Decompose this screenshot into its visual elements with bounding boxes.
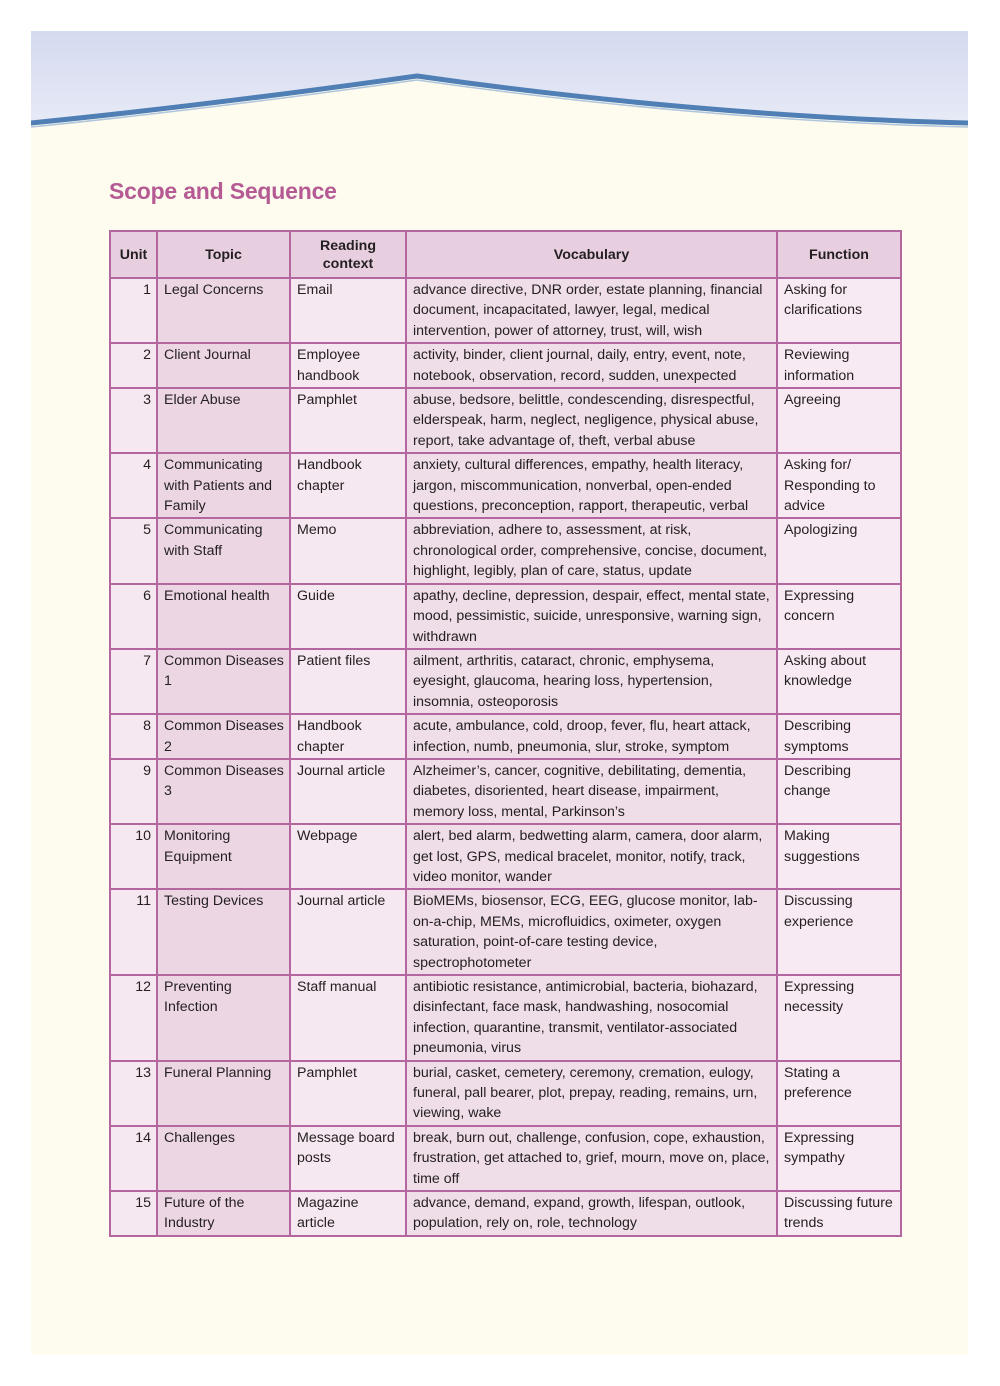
unit-cell: 6 — [110, 584, 157, 649]
reading-context-cell: Patient files — [290, 649, 406, 714]
table-row — [110, 1126, 901, 1191]
vocabulary-cell: abbreviation, adhere to, assessment, at risk, chronological order, comprehensive, concise, document, highlight, legibly, plan of care, status, update — [406, 518, 777, 583]
function-cell: Asking about knowledge — [777, 649, 901, 714]
unit-cell: 1 — [110, 278, 157, 343]
function-cell: Asking for/ Responding to advice — [777, 453, 901, 518]
table-row — [110, 518, 901, 583]
header-function: Function — [777, 231, 901, 278]
page-title: Scope and Sequence — [109, 178, 337, 204]
reading-context-cell: Pamphlet — [290, 388, 406, 453]
table-row — [110, 975, 901, 1061]
unit-cell: 4 — [110, 453, 157, 518]
unit-cell: 8 — [110, 714, 157, 759]
vocabulary-cell: alert, bed alarm, bedwetting alarm, camera, door alarm, get lost, GPS, medical bracelet, monitor, notify, track, video monitor, wander — [406, 824, 777, 889]
header-topic: Topic — [157, 231, 290, 278]
unit-cell: 14 — [110, 1126, 157, 1191]
table-row — [110, 388, 901, 453]
table-row — [110, 453, 901, 518]
topic-cell: Elder Abuse — [157, 388, 290, 453]
reading-context-cell: Memo — [290, 518, 406, 583]
function-cell: Expressing necessity — [777, 975, 901, 1061]
topic-cell: Common Diseases 3 — [157, 759, 290, 824]
table-row — [110, 343, 901, 388]
topic-cell: Challenges — [157, 1126, 290, 1191]
vocabulary-cell: break, burn out, challenge, confusion, cope, exhaustion, frustration, get attached to, grief, mourn, move on, place, time off — [406, 1126, 777, 1191]
table-row — [110, 278, 901, 343]
table-row — [110, 889, 901, 975]
topic-cell: Communicating with Staff — [157, 518, 290, 583]
function-cell: Describing symptoms — [777, 714, 901, 759]
header-banner — [31, 31, 968, 151]
table-header-row — [110, 231, 901, 278]
function-cell: Making suggestions — [777, 824, 901, 889]
topic-cell: Future of the Industry — [157, 1191, 290, 1236]
unit-cell: 15 — [110, 1191, 157, 1236]
unit-cell: 11 — [110, 889, 157, 975]
reading-context-cell: Handbook chapter — [290, 453, 406, 518]
header-vocabulary: Vocabulary — [406, 231, 777, 278]
function-cell: Discussing future trends — [777, 1191, 901, 1236]
reading-context-cell: Message board posts — [290, 1126, 406, 1191]
table-row — [110, 714, 901, 759]
reading-context-cell: Magazine article — [290, 1191, 406, 1236]
function-cell: Agreeing — [777, 388, 901, 453]
function-cell: Discussing experience — [777, 889, 901, 975]
function-cell: Expressing sympathy — [777, 1126, 901, 1191]
vocabulary-cell: abuse, bedsore, belittle, condescending, disrespectful, elderspeak, harm, neglect, negligence, physical abuse, report, take advantage of, theft, verbal abuse — [406, 388, 777, 453]
reading-context-cell: Handbook chapter — [290, 714, 406, 759]
vocabulary-cell: antibiotic resistance, antimicrobial, bacteria, biohazard, disinfectant, face mask, handwashing, nosocomial infection, quarantine, transmit, ventilator-associated pneumonia, virus — [406, 975, 777, 1061]
reading-context-cell: Webpage — [290, 824, 406, 889]
vocabulary-cell: advance directive, DNR order, estate planning, financial document, incapacitated, lawyer, legal, medical intervention, power of attorney, trust, will, wish — [406, 278, 777, 343]
vocabulary-cell: acute, ambulance, cold, droop, fever, flu, heart attack, infection, numb, pneumonia, slur, stroke, symptom — [406, 714, 777, 759]
topic-cell: Testing Devices — [157, 889, 290, 975]
function-cell: Asking for clarifications — [777, 278, 901, 343]
header-unit: Unit — [110, 231, 157, 278]
reading-context-cell: Guide — [290, 584, 406, 649]
reading-context-cell: Pamphlet — [290, 1061, 406, 1126]
table-row — [110, 824, 901, 889]
unit-cell: 2 — [110, 343, 157, 388]
vocabulary-cell: BioMEMs, biosensor, ECG, EEG, glucose monitor, lab-on-a-chip, MEMs, microfluidics, oximeter, oxygen saturation, point-of-care testing device, spectrophotometer — [406, 889, 777, 975]
vocabulary-cell: activity, binder, client journal, daily, entry, event, note, notebook, observation, record, sudden, unexpected — [406, 343, 777, 388]
topic-cell: Funeral Planning — [157, 1061, 290, 1126]
table-row — [110, 1061, 901, 1126]
unit-cell: 12 — [110, 975, 157, 1061]
reading-context-cell: Email — [290, 278, 406, 343]
header-reading-context: Reading context — [290, 231, 406, 278]
table-row — [110, 584, 901, 649]
unit-cell: 7 — [110, 649, 157, 714]
reading-context-cell: Journal article — [290, 889, 406, 975]
unit-cell: 13 — [110, 1061, 157, 1126]
unit-cell: 9 — [110, 759, 157, 824]
unit-cell: 10 — [110, 824, 157, 889]
topic-cell: Emotional health — [157, 584, 290, 649]
page — [31, 31, 968, 1355]
topic-cell: Common Diseases 1 — [157, 649, 290, 714]
vocabulary-cell: anxiety, cultural differences, empathy, health literacy, jargon, miscommunication, nonverbal, open-ended questions, preconception, rapport, therapeutic, verbal — [406, 453, 777, 518]
reading-context-cell: Staff manual — [290, 975, 406, 1061]
unit-cell: 3 — [110, 388, 157, 453]
vocabulary-cell: apathy, decline, depression, despair, effect, mental state, mood, pessimistic, suicide, unresponsive, warning sign, withdrawn — [406, 584, 777, 649]
unit-cell: 5 — [110, 518, 157, 583]
topic-cell: Communicating with Patients and Family — [157, 453, 290, 518]
table-body — [110, 278, 901, 1236]
reading-context-cell: Journal article — [290, 759, 406, 824]
scope-sequence-table — [109, 230, 902, 1237]
vocabulary-cell: Alzheimer’s, cancer, cognitive, debilitating, dementia, diabetes, disoriented, heart disease, impairment, memory loss, mental, Parkinson’s — [406, 759, 777, 824]
topic-cell: Preventing Infection — [157, 975, 290, 1061]
topic-cell: Legal Concerns — [157, 278, 290, 343]
table-row — [110, 649, 901, 714]
topic-cell: Common Diseases 2 — [157, 714, 290, 759]
function-cell: Apologizing — [777, 518, 901, 583]
vocabulary-cell: advance, demand, expand, growth, lifespan, outlook, population, rely on, role, technology — [406, 1191, 777, 1236]
function-cell: Expressing concern — [777, 584, 901, 649]
function-cell: Stating a preference — [777, 1061, 901, 1126]
reading-context-cell: Employee handbook — [290, 343, 406, 388]
table-row — [110, 759, 901, 824]
topic-cell: Monitoring Equipment — [157, 824, 290, 889]
function-cell: Reviewing information — [777, 343, 901, 388]
topic-cell: Client Journal — [157, 343, 290, 388]
vocabulary-cell: ailment, arthritis, cataract, chronic, emphysema, eyesight, glaucoma, hearing loss, hypertension, insomnia, osteoporosis — [406, 649, 777, 714]
function-cell: Describing change — [777, 759, 901, 824]
table-row — [110, 1191, 901, 1236]
vocabulary-cell: burial, casket, cemetery, ceremony, cremation, eulogy, funeral, pall bearer, plot, prepay, reading, remains, urn, viewing, wake — [406, 1061, 777, 1126]
